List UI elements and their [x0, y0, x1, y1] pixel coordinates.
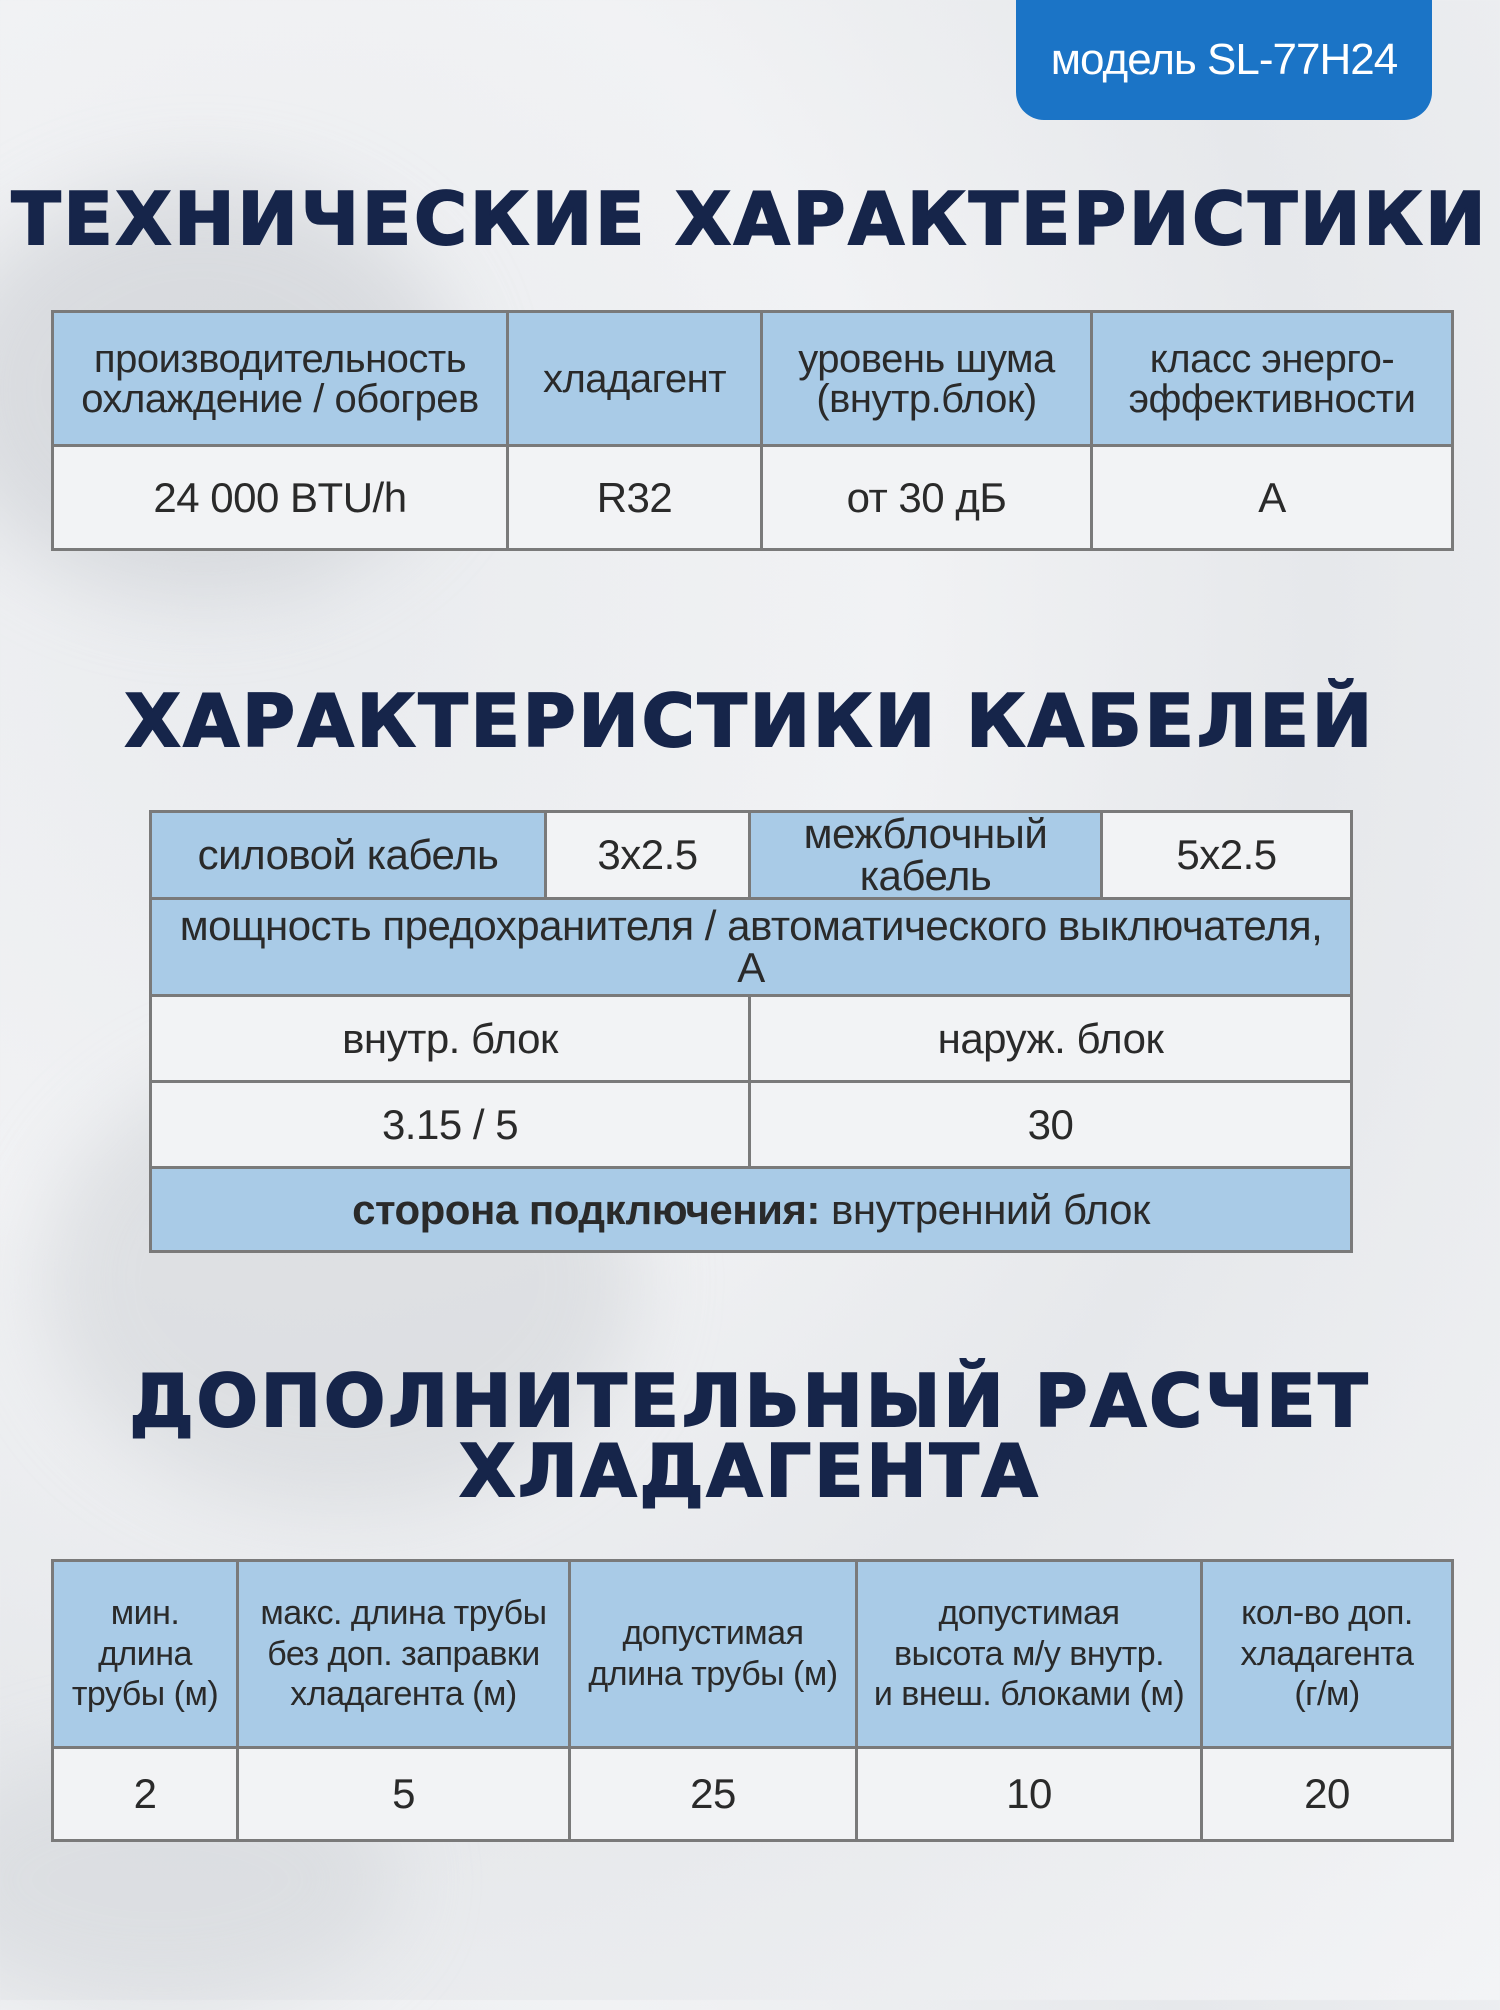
fuse-label: мощность предохранителя / автоматического выключателя, А [151, 899, 1352, 996]
refrigerant-header-cell: допустимая длина трубы (м) [570, 1561, 857, 1748]
power-cable-value: 3x2.5 [546, 812, 750, 899]
connection-side-value: внутренний блок [819, 1185, 1150, 1233]
section-title-refrigerant [0, 1359, 1500, 1513]
outdoor-unit-value: 30 [750, 1082, 1352, 1168]
refrigerant-header-cell: мин. длина трубы (м) [53, 1561, 238, 1748]
specs-header-cell: производительность охлаждение / обогрев [53, 312, 508, 446]
section-title-specs: ТЕХНИЧЕСКИЕ ХАРАКТЕРИСТИКИ [11, 177, 1489, 261]
connection-side [151, 1168, 1352, 1252]
specs-header-cell: уровень шума (внутр.блок) [762, 312, 1092, 446]
indoor-unit-value: 3.15 / 5 [151, 1082, 750, 1168]
model-tab [1016, 0, 1432, 120]
specs-value-cell: от 30 дБ [762, 446, 1092, 550]
outdoor-unit-label: наруж. блок [750, 996, 1352, 1082]
specs-value-cell: R32 [508, 446, 762, 550]
refrigerant-value-cell: 5 [238, 1748, 570, 1841]
specs-header-cell: хладагент [508, 312, 762, 446]
section-title-line: ХЛАДАГЕНТА [459, 1429, 1041, 1513]
model-label: модель SL-77H24 [1050, 35, 1398, 84]
section-title-line: ДОПОЛНИТЕЛЬНЫЙ РАСЧЕТ [129, 1359, 1371, 1443]
cables-table [149, 810, 1353, 1253]
indoor-unit-label: внутр. блок [151, 996, 750, 1082]
power-cable-label: силовой кабель [151, 812, 546, 899]
refrigerant-value-cell: 20 [1202, 1748, 1453, 1841]
interblock-cable-value: 5x2.5 [1102, 812, 1352, 899]
refrigerant-header-cell: допустимая высота м/у внутр. и внеш. блоками (м) [857, 1561, 1202, 1748]
refrigerant-value-cell: 2 [53, 1748, 238, 1841]
refrigerant-header-cell: макс. длина трубы без доп. заправки хладагента (м) [238, 1561, 570, 1748]
specs-value-cell: A [1092, 446, 1453, 550]
refrigerant-value-cell: 25 [570, 1748, 857, 1841]
refrigerant-value-cell: 10 [857, 1748, 1202, 1841]
refrigerant-table [51, 1559, 1454, 1842]
section-title-cables: ХАРАКТЕРИСТИКИ КАБЕЛЕЙ [124, 679, 1376, 763]
interblock-cable-label: межблочный кабель [750, 812, 1102, 899]
refrigerant-header-cell: кол-во доп. хладагента (г/м) [1202, 1561, 1453, 1748]
specs-header-cell: класс энерго- эффективности [1092, 312, 1453, 446]
specs-value-cell: 24 000 BTU/h [53, 446, 508, 550]
specs-table [51, 310, 1454, 551]
connection-side-label: сторона подключения: [352, 1185, 820, 1233]
